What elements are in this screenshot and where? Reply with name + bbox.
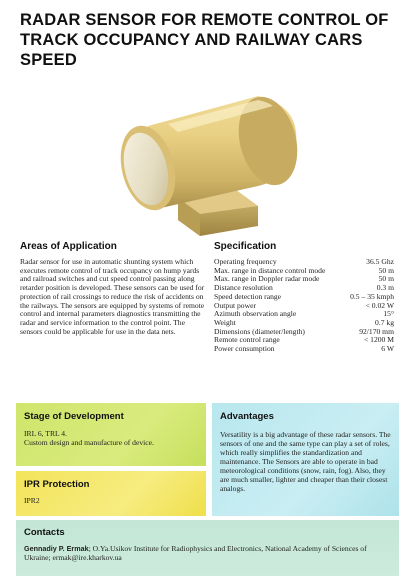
- spec-row: [214, 345, 394, 354]
- contacts-box: [16, 520, 399, 576]
- spec-label: Max. range in Doppler radar mode: [214, 274, 320, 284]
- spec-value: 50 m: [378, 274, 394, 284]
- spec-label: Weight: [214, 317, 236, 327]
- contact-details: ; O.Ya.Usikov Institute for Radiophysics and Electronics, National Academy of Sciences of Ukraine; ermak@ire.kharkov.ua: [24, 544, 367, 562]
- radar-sensor-image: [108, 86, 308, 246]
- stage-heading: Stage of Development: [24, 411, 124, 422]
- spec-value: 0.7 kg: [375, 317, 394, 327]
- page-title: RADAR SENSOR FOR REMOTE CONTROL OF TRACK OCCUPANCY AND RAILWAY CARS SPEED: [20, 11, 389, 69]
- advantages-heading: Advantages: [220, 411, 274, 422]
- ipr-heading: IPR Protection: [24, 479, 90, 490]
- areas-heading: Areas of Application: [20, 241, 117, 252]
- ipr-box: [16, 471, 206, 516]
- spec-value: 0.5 – 35 kmph: [350, 291, 394, 301]
- spec-label: Remote control range: [214, 335, 280, 345]
- spec-label: Speed detection range: [214, 291, 282, 301]
- spec-label: Azimuth observation angle: [214, 309, 297, 319]
- contact-name: Gennadiy P. Ermak: [24, 544, 89, 553]
- contacts-text: [24, 544, 389, 562]
- spec-label: Operating frequency: [214, 257, 277, 266]
- spec-value: 0.3 m: [376, 283, 394, 293]
- spec-value: < 1200 M: [363, 335, 394, 345]
- areas-text: Radar sensor for use in automatic shunting system which executes remote control of track occupancy on hump yards and railroad switches and cut speed control passing along retarder position is developed. These sensors can be used for protection of rail crossings to reduce the risk of accidents on the railways. The sensors are equipped by systems of remote control and internal parameters diagnostics transmitting the radar and service information to the control point. The sensors could be applicable for use in the data nets.: [20, 257, 205, 336]
- spec-value: 36.5 Ghz: [366, 257, 394, 266]
- spec-label: Distance resolution: [214, 283, 273, 293]
- ipr-text: IPR2: [24, 496, 40, 505]
- spec-value: 15°: [383, 309, 394, 319]
- spec-value: 6 W: [381, 344, 394, 354]
- spec-row: [214, 310, 394, 319]
- specification-heading: Specification: [214, 241, 277, 252]
- stage-box: [16, 403, 206, 466]
- spec-label: Output power: [214, 300, 256, 310]
- advantages-box: [212, 403, 399, 516]
- advantages-text: Versatility is a big advantage of these radar sensors. The sensors of one and the same type can play a set of roles, which really simplifies the standardization and maintenance. The Sensors are able to operate in bad meteorological conditions (snow, rain, fog). Also, they are much smaller, lighter and cheaper than their closest analogs.: [220, 430, 391, 493]
- specification-table: [214, 258, 394, 354]
- spec-label: Dimensions (diameter/length): [214, 326, 305, 336]
- spec-value: 92/170 mm: [359, 326, 394, 336]
- spec-label: Power consumption: [214, 344, 275, 354]
- spec-value: 50 m: [378, 265, 394, 275]
- spec-label: Max. range in distance control mode: [214, 265, 326, 275]
- spec-value: < 0.02 W: [365, 300, 394, 310]
- stage-line-2: Custom design and manufacture of device.: [24, 438, 154, 447]
- stage-line-1: IRL 6, TRL 4.: [24, 429, 67, 438]
- contacts-heading: Contacts: [24, 527, 65, 538]
